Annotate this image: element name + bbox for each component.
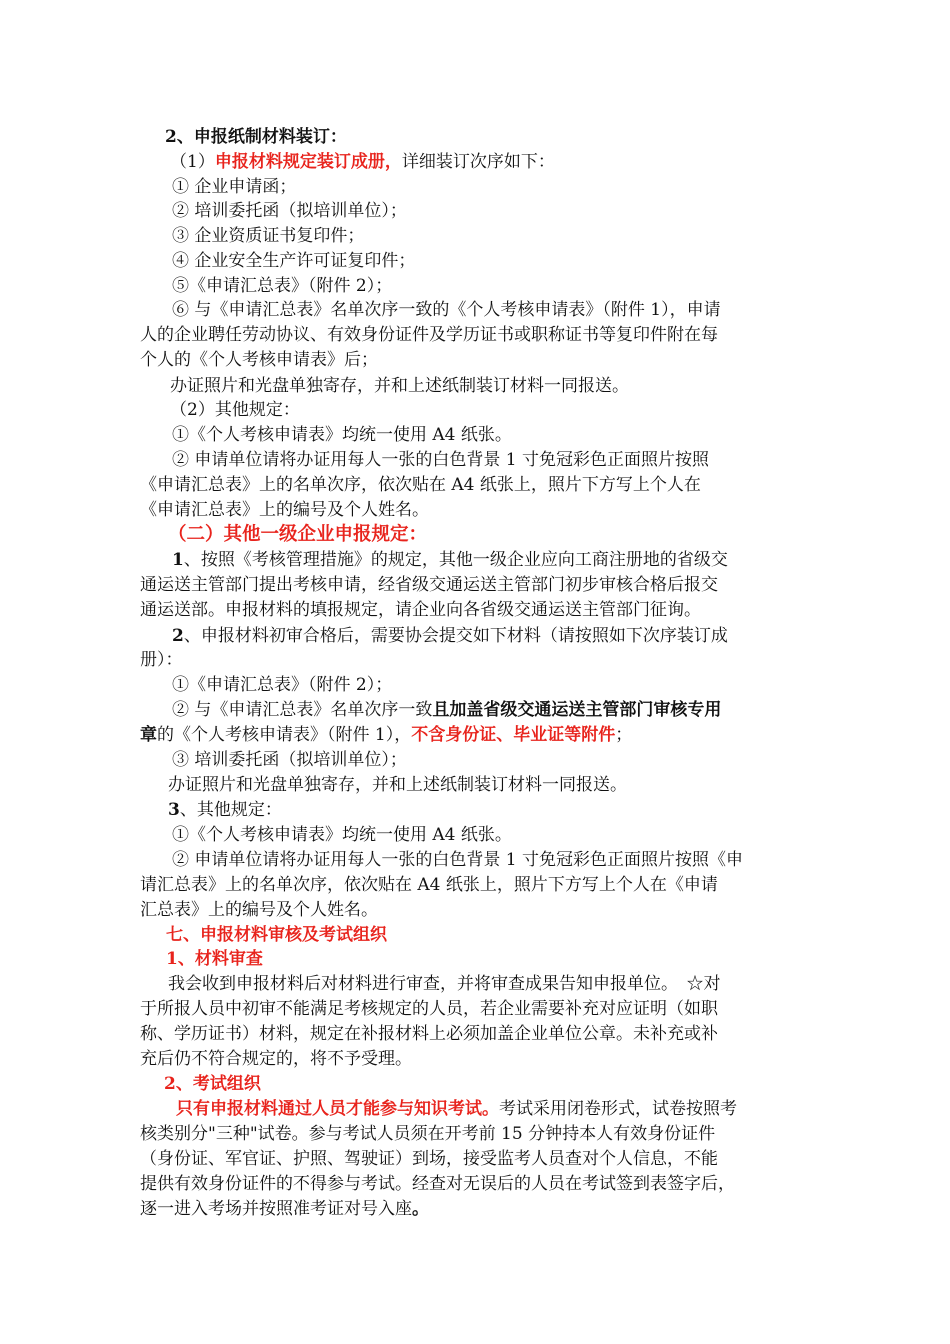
paragraph-line: 称、学历证书）材料，规定在补报材料上必须加盖企业单位公章。未补充或补 (140, 1024, 718, 1044)
paragraph-line: 核类别分"三种"试卷。参与考试人员须在开考前 15 分钟持本人有效身份证件 (140, 1124, 716, 1144)
list-item: ⑤《申请汇总表》（附件 2）； (172, 276, 393, 296)
paragraph-line: 2、申报材料初审合格后，需要协会提交如下材料（请按照如下次序装订成 (172, 626, 728, 646)
paragraph-line: 册）： (140, 650, 183, 670)
paragraph-line: 办证照片和光盘单独寄存，并和上述纸制装订材料一同报送。 (170, 376, 629, 396)
paragraph-line: 3、其他规定： (168, 800, 282, 820)
section-heading-review-exam: 七、申报材料审核及考试组织 (166, 925, 387, 945)
paragraph-line: 办证照片和光盘单独寄存，并和上述纸制装订材料一同报送。 (168, 775, 627, 795)
paragraph-line: 人的企业聘任劳动协议、有效身份证件及学历证书或职称证书等复印件附在每 (140, 325, 718, 345)
paragraph-line: 汇总表》上的编号及个人姓名。 (140, 900, 378, 920)
list-item: ② 申请单位请将办证用每人一张的白色背景 1 寸免冠彩色正面照片按照 (172, 450, 710, 470)
paragraph-line: 请汇总表》上的名单次序，依次贴在 A4 纸张上，照片下方写上个人在《申请 (140, 875, 718, 895)
list-item: ①《申请汇总表》（附件 2）； (172, 675, 393, 695)
paragraph-line: （1）申报材料规定装订成册，详细装订次序如下： (170, 152, 555, 172)
list-item: ③ 培训委托函（拟培训单位）； (172, 750, 407, 770)
list-item: ①《个人考核申请表》均统一使用 A4 纸张。 (172, 825, 512, 845)
section-heading-other-enterprises: （二）其他一级企业申报规定： (168, 524, 428, 545)
list-item: ② 培训委托函（拟培训单位）； (172, 201, 407, 221)
list-item: ①《个人考核申请表》均统一使用 A4 纸张。 (172, 425, 512, 445)
paragraph-line: 通运送主管部门提出考核申请，经省级交通运送主管部门初步审核合格后报交 (140, 575, 718, 595)
subheading-exam-organization: 2、考试组织 (164, 1074, 261, 1094)
paragraph-line: 我会收到申报材料后对材料进行审查，并将审查成果告知申报单位。 ☆对 (168, 974, 721, 994)
paragraph-line: 《申请汇总表》上的名单次序，依次贴在 A4 纸张上，照片下方写上个人在 (140, 475, 701, 495)
paragraph-line: 通运送部。申报材料的填报规定，请企业向各省级交通运送主管部门征询。 (140, 600, 701, 620)
list-item: ③ 企业资质证书复印件； (172, 226, 365, 246)
paragraph-line: （2）其他规定： (170, 400, 300, 420)
paragraph-line: 于所报人员中初审不能满足考核规定的人员，若企业需要补充对应证明（如职 (140, 999, 718, 1019)
subheading-binding: 2、申报纸制材料装订： (165, 127, 347, 147)
paragraph-line: 只有申报材料通过人员才能参与知识考试。考试采用闭卷形式，试卷按照考 (176, 1099, 737, 1119)
paragraph-line: 提供有效身份证件的不得参与考试。经查对无误后的人员在考试签到表签字后， (140, 1174, 735, 1194)
paragraph-line: 个人的《个人考核申请表》后； (140, 350, 378, 370)
paragraph-line: 章的《个人考核申请表》（附件 1），不含身份证、毕业证等附件； (140, 725, 633, 745)
paragraph-line: 《申请汇总表》上的编号及个人姓名。 (140, 500, 429, 520)
paragraph-line: 逐一进入考场并按照准考证对号入座。 (140, 1199, 429, 1219)
paragraph-line: 充后仍不符合规定的，将不予受理。 (140, 1049, 412, 1069)
subheading-material-review: 1、材料审查 (166, 949, 263, 969)
list-item: ① 企业申请函； (172, 177, 297, 197)
paragraph-line: 1、按照《考核管理措施》的规定，其他一级企业应向工商注册地的省级交 (172, 550, 728, 570)
list-item: ④ 企业安全生产许可证复印件； (172, 251, 416, 271)
list-item: ② 申请单位请将办证用每人一张的白色背景 1 寸免冠彩色正面照片按照《申 (172, 850, 744, 870)
paragraph-line: （身份证、军官证、护照、驾驶证）到场，接受监考人员查对个人信息，不能 (140, 1149, 718, 1169)
list-item: ⑥ 与《申请汇总表》名单次序一致的《个人考核申请表》（附件 1），申请 (172, 300, 721, 320)
list-item: ② 与《申请汇总表》名单次序一致且加盖省级交通运送主管部门审核专用 (172, 700, 722, 720)
